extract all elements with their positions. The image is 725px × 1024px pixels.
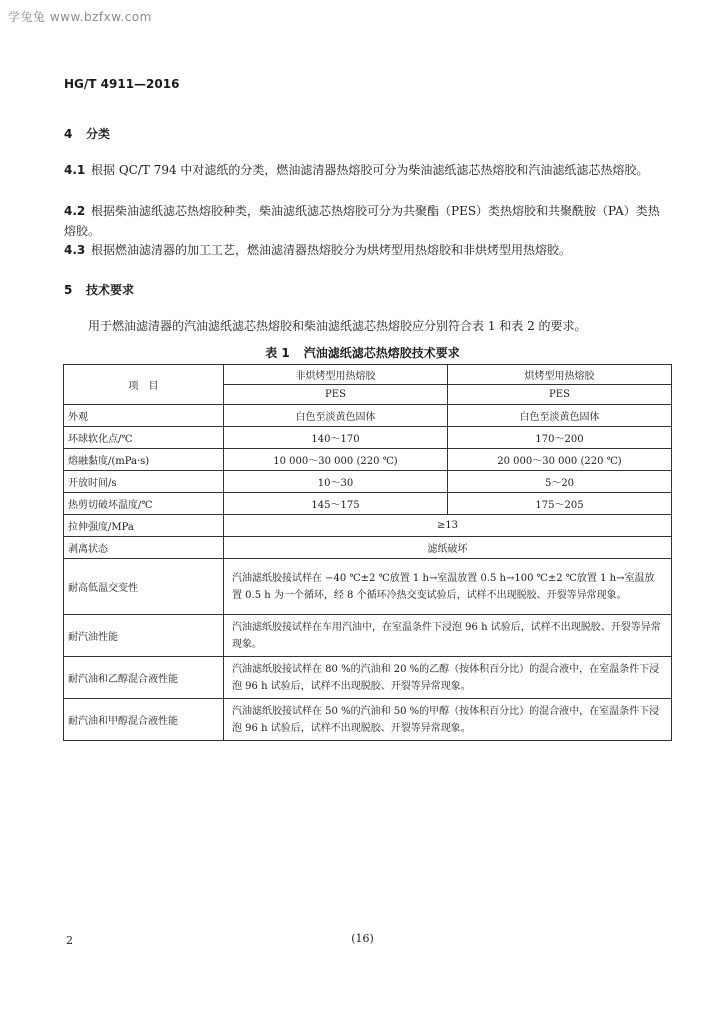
table-row <box>64 657 672 699</box>
row-description: 汽油滤纸胶接试样在车用汽油中，在室温条件下浸泡 96 h 试验后，试样不出现脱胶、开裂等异常现象。 <box>224 615 672 657</box>
row-label: 耐汽油和甲醇混合液性能 <box>64 699 224 741</box>
page-code: (16) <box>351 932 374 945</box>
spec-table <box>63 364 672 741</box>
row-value-b: 20 000～30 000 (220 ℃) <box>448 449 672 471</box>
table-row <box>64 449 672 471</box>
clause-4-1-text: 根据 QC/T 794 中对滤纸的分类，燃油滤清器热熔胶可分为柴油滤纸滤芯热熔胶和汽油滤纸滤芯热熔胶。 <box>91 163 649 177</box>
standard-number: HG/T 4911—2016 <box>64 77 180 91</box>
row-label: 耐汽油和乙醇混合液性能 <box>64 657 224 699</box>
row-label: 外观 <box>64 405 224 427</box>
row-value-a: 145～175 <box>224 493 448 515</box>
table-caption <box>0 344 725 361</box>
row-value-a: 白色至淡黄色固体 <box>224 405 448 427</box>
row-value-b: 170～200 <box>448 427 672 449</box>
clause-4-3 <box>64 240 664 260</box>
row-label: 热剪切破坏温度/℃ <box>64 493 224 515</box>
clause-4-3-number: 4.3 <box>64 243 86 257</box>
section-5-heading <box>64 281 134 298</box>
page-number: 2 <box>66 934 73 947</box>
table-row <box>64 559 672 615</box>
section-5-title: 技术要求 <box>86 283 135 297</box>
clause-4-1 <box>64 160 664 180</box>
row-description: 汽油滤纸胶接试样在 80 %的汽油和 20 %的乙醇（按体积百分比）的混合液中，在室温条件下浸泡 96 h 试验后，试样不出现脱胶、开裂等异常现象。 <box>224 657 672 699</box>
row-value-a: 10 000～30 000 (220 ℃) <box>224 449 448 471</box>
table-row <box>64 405 672 427</box>
clause-4-2-text: 根据柴油滤纸滤芯热熔胶种类，柴油滤纸滤芯热熔胶可分为共聚酯（PES）类热熔胶和共聚酰胺（PA）类热熔胶。 <box>64 204 660 238</box>
row-label: 熔融黏度/(mPa·s) <box>64 449 224 471</box>
type-non-baking: PES <box>224 385 448 405</box>
row-value-merged: ≥13 <box>224 515 672 537</box>
table-caption-title: 汽油滤纸滤芯热熔胶技术要求 <box>303 346 460 360</box>
section-4-heading <box>64 125 110 142</box>
clause-4-2 <box>64 201 664 241</box>
table-caption-number: 表 1 <box>265 346 290 360</box>
section-4-number: 4 <box>64 127 73 141</box>
table-row <box>64 515 672 537</box>
clause-5-intro: 用于燃油滤清器的汽油滤纸滤芯热熔胶和柴油滤纸滤芯热熔胶应分别符合表 1 和表 2 的要求。 <box>88 319 587 333</box>
header-non-baking: 非烘烤型用热熔胶 <box>224 365 448 385</box>
type-baking: PES <box>448 385 672 405</box>
row-value-a: 140～170 <box>224 427 448 449</box>
table-row <box>64 615 672 657</box>
row-label: 耐高低温交变性 <box>64 559 224 615</box>
row-label: 耐汽油性能 <box>64 615 224 657</box>
clause-4-1-number: 4.1 <box>64 163 86 177</box>
section-4-title: 分类 <box>86 127 111 141</box>
row-value-b: 5～20 <box>448 471 672 493</box>
header-item: 项 目 <box>64 365 224 405</box>
row-label: 拉伸强度/MPa <box>64 515 224 537</box>
table-row <box>64 537 672 559</box>
row-description: 汽油滤纸胶接试样在 −40 ℃±2 ℃放置 1 h→室温放置 0.5 h→100 ℃±2 ℃放置 1 h→室温放置 0.5 h 为一个循环，经 8 个循环冷热交变试验后，试样不出现脱胶、开裂等异常现象。 <box>224 559 672 615</box>
table-row <box>64 427 672 449</box>
row-description: 汽油滤纸胶接试样在 50 %的汽油和 50 %的甲醇（按体积百分比）的混合液中，在室温条件下浸泡 96 h 试验后，试样不出现脱胶、开裂等异常现象。 <box>224 699 672 741</box>
row-label: 剥离状态 <box>64 537 224 559</box>
section-5-number: 5 <box>64 283 73 297</box>
row-value-a: 10～30 <box>224 471 448 493</box>
row-value-b: 白色至淡黄色固体 <box>448 405 672 427</box>
table-row <box>64 699 672 741</box>
table-row <box>64 493 672 515</box>
row-value-b: 175～205 <box>448 493 672 515</box>
clause-4-2-number: 4.2 <box>64 204 86 218</box>
row-value-merged: 滤纸破坏 <box>224 537 672 559</box>
watermark-text: 学兔兔 www.bzfxw.com <box>8 10 152 24</box>
clause-4-3-text: 根据燃油滤清器的加工工艺，燃油滤清器热熔胶分为烘烤型用热熔胶和非烘烤型用热熔胶。 <box>91 243 572 257</box>
row-label: 开放时间/s <box>64 471 224 493</box>
table-row <box>64 471 672 493</box>
header-baking: 烘烤型用热熔胶 <box>448 365 672 385</box>
row-label: 环球软化点/℃ <box>64 427 224 449</box>
